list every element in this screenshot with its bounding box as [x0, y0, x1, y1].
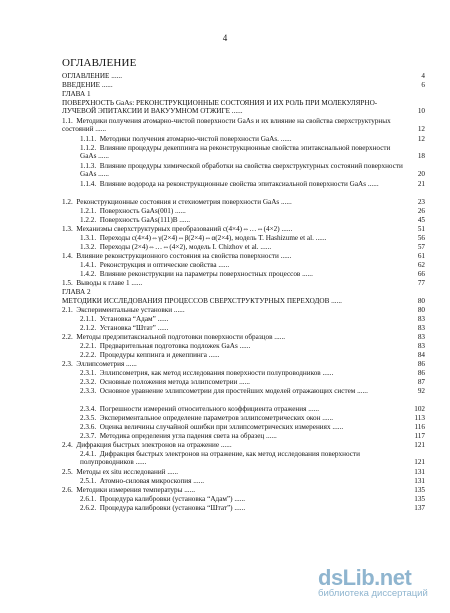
toc-entry-page: 18: [417, 152, 425, 161]
toc-entry-page: 45: [417, 216, 425, 224]
toc-entry-page: 23: [417, 198, 425, 206]
toc-entry-text: 1.2. Реконструкционные состояния и стехиометрия поверхности GaAs ......: [62, 198, 292, 206]
toc-entry-text: 2.6.1. Процедура калибровки (установка “Адам”) ......: [80, 495, 246, 503]
toc-entry-text: ОГЛАВЛЕНИЕ ......: [62, 72, 123, 80]
toc-entry-text: 2.1.1. Установка “Адам” ......: [80, 315, 169, 323]
toc-entry: [80, 450, 425, 466]
toc-entry: [80, 495, 425, 503]
toc-entry: [80, 216, 425, 224]
toc-entry: [62, 333, 425, 341]
toc-entry-page: 66: [417, 270, 425, 278]
toc-entry-text: 1.4. Влияние реконструкционного состояния на свойства поверхности ......: [62, 252, 292, 260]
toc-entry-text: 2.2. Методы предэпитаксиальной подготовки поверхности образцов ......: [62, 333, 286, 341]
toc-entry-text: 1.1. Методики получения атомарно-чистой поверхности GaAs и их влияние на свойства сверхструктурных состояний ......: [62, 117, 391, 134]
toc-entry-page: 80: [417, 306, 425, 314]
toc-entry: [80, 342, 425, 350]
toc-entry-text: 2.1.2. Установка “Штат” ......: [80, 324, 169, 332]
toc-entry-text: 1.2.2. Поверхность GaAs(111)B ......: [80, 216, 191, 224]
toc-entry-page: 102: [414, 405, 425, 413]
toc-entry-text: 1.2.1. Поверхность GaAs(001) ......: [80, 207, 186, 215]
toc-entry-text: 2.3.4. Погрешности измерений относительного коэффициента отражения ......: [80, 405, 320, 413]
toc-entry: [80, 180, 425, 188]
toc-entry-page: 135: [414, 486, 425, 494]
toc-entry-page: 83: [417, 342, 425, 350]
toc-entry-text: 2.2.1. Предварительная подготовка подложек GaAs ......: [80, 342, 251, 350]
toc-entry: [62, 441, 425, 449]
toc-entry: [80, 243, 425, 251]
toc-entry-text: 2.5. Методы ex situ исследований ......: [62, 468, 179, 476]
toc-entry: [80, 315, 425, 323]
toc-entry-text: 2.1. Экспериментальные установки ......: [62, 306, 185, 314]
toc-entry: [80, 144, 425, 160]
toc-entry: [62, 279, 425, 287]
toc-entry: [80, 135, 425, 143]
toc-entry-text: 2.3.1. Эллипсометрия, как метод исследования поверхности полупроводников ......: [80, 369, 334, 377]
toc-entry: [80, 414, 425, 422]
watermark-logo-text: dsLib.net: [318, 565, 412, 590]
toc-entry: [62, 288, 425, 296]
toc-entry-text: 2.4. Дифракция быстрых электронов на отражение ......: [62, 441, 232, 449]
toc-entry: [80, 504, 425, 512]
toc-entry: [62, 72, 425, 80]
toc-entry-page: 12: [417, 135, 425, 143]
toc-entry-page: 77: [417, 279, 425, 287]
toc-entry: [80, 432, 425, 440]
toc-entry: [62, 306, 425, 314]
toc-entry-page: 12: [417, 125, 425, 134]
toc-entry-page: 57: [417, 243, 425, 251]
toc-entry-page: 6: [421, 81, 425, 89]
toc-entry-page: 83: [417, 315, 425, 323]
toc-entry-text: 2.6. Методики измерения температуры ......: [62, 486, 195, 494]
toc-entry-page: 87: [417, 378, 425, 386]
toc-entry-text: 2.5.1. Атомно-силовая микроскопия ......: [80, 477, 205, 485]
toc-entry: [80, 162, 425, 178]
toc-entry-page: 86: [417, 360, 425, 368]
toc-entry-text: 1.4.1. Реконструкция и оптические свойства ......: [80, 261, 230, 269]
toc-entry: [62, 486, 425, 494]
toc-entry: [80, 261, 425, 269]
toc-entry-page: 83: [417, 333, 425, 341]
toc-entry-page: 62: [417, 261, 425, 269]
toc-entry-page: 116: [414, 423, 425, 431]
toc-entry: [62, 468, 425, 476]
toc-entry-text: 1.1.3. Влияние процедуры химической обработки на свойства сверхструктурных состояний поверхности GaAs ......: [80, 162, 403, 179]
toc-entry: [80, 369, 425, 377]
toc-entry-page: 131: [414, 468, 425, 476]
toc-entry: [62, 360, 425, 368]
toc-entry: [80, 270, 425, 278]
toc-entry-page: 113: [414, 414, 425, 422]
toc-entry-text: МЕТОДИКИ ИССЛЕДОВАНИЯ ПРОЦЕССОВ СВЕРХСТРУКТУРНЫХ ПЕРЕХОДОВ ......: [62, 297, 342, 305]
toc-entry-text: 1.1.2. Влияние процедуры декеппинга на реконструкционные свойства эпитаксиальной поверхности GaAs ......: [80, 144, 391, 161]
toc-entry-text: 2.3.2. Основные положения метода эллипсометрии ......: [80, 378, 250, 386]
toc-entry: [62, 198, 425, 206]
toc-entry-text: 2.3.5. Экспериментальное определение параметров эллипсометрических окон ......: [80, 414, 334, 422]
toc-entry: [80, 387, 425, 395]
toc-entry: [62, 225, 425, 233]
toc-heading: ОГЛАВЛЕНИЕ: [62, 57, 137, 69]
toc-entry-page: 10: [417, 107, 425, 116]
toc-entry-text: ГЛАВА 2: [62, 288, 91, 296]
toc-entry-page: 20: [417, 170, 425, 179]
toc-entry-text: ГЛАВА 1: [62, 90, 91, 98]
toc-entry-page: 61: [417, 252, 425, 260]
toc-entry: [62, 99, 425, 115]
toc-entry-page: 135: [414, 495, 425, 503]
watermark-subtitle: библиотека диссертаций: [318, 588, 428, 599]
toc-entry-text: 2.6.2. Процедура калибровки (установка “Штат”) ......: [80, 504, 246, 512]
toc-entry: [62, 117, 425, 133]
toc-entry-page: 51: [417, 225, 425, 233]
toc-entry-text: 2.3.3. Основное уравнение эллипсометрии для простейших моделей отражающих систем ......: [80, 387, 368, 395]
toc-entry-text: 1.3.1. Переходы c(4×4)⇔γ(2×4)⇔β(2×4)⇔α(2×4), модель T. Hashizume et al. ......: [80, 234, 327, 242]
toc-entry: [80, 423, 425, 431]
toc-entry-page: 56: [417, 234, 425, 242]
toc-entry: [80, 378, 425, 386]
toc-entry-text: 1.5. Выводы к главе 1 ......: [62, 279, 143, 287]
toc-entry-page: 21: [417, 180, 425, 188]
toc-entry-page: 4: [421, 72, 425, 80]
toc-entry-page: 121: [414, 458, 425, 467]
toc-entry-page: 92: [417, 387, 425, 395]
toc-entry: [80, 207, 425, 215]
toc-entry-page: 121: [414, 441, 425, 449]
toc-entry-page: 117: [414, 432, 425, 440]
toc-entry-page: 26: [417, 207, 425, 215]
toc-entry-text: 2.2.2. Процедуры кеппинга и декеппинга ......: [80, 351, 220, 359]
toc-entry-text: 1.3.2. Переходы (2×4)⇔…⇔(4×2), модель I. Chizhov et al. ......: [80, 243, 272, 251]
toc-entry-text: 1.3. Механизмы сверхструктурных преобразований c(4×4)⇔…⇔(4×2) ......: [62, 225, 293, 233]
toc-entry-text: 2.4.1. Дифракция быстрых электронов на отражение, как метод исследования поверхности полупроводников ......: [80, 450, 360, 467]
toc-entry-page: 83: [417, 324, 425, 332]
toc-entry: [80, 405, 425, 413]
toc-entry-page: 86: [417, 369, 425, 377]
toc-entry-page: 137: [414, 504, 425, 512]
toc-entry-text: 1.4.2. Влияние реконструкции на параметры поверхностных процессов ......: [80, 270, 313, 278]
toc-entry: [62, 90, 425, 98]
toc-entry-text: 1.1.4. Влияние водорода на реконструкционные свойства эпитаксиальной поверхности GaAs ......: [80, 180, 379, 188]
toc-entry: [80, 234, 425, 242]
toc-entry: [62, 252, 425, 260]
toc-entry-text: 2.3.7. Методика определения угла падения света на образец ......: [80, 432, 277, 440]
toc-entry: [80, 477, 425, 485]
toc-entry-page: 80: [417, 297, 425, 305]
toc-entry-text: ВВЕДЕНИЕ ......: [62, 81, 113, 89]
toc-entry: [62, 81, 425, 89]
toc-entry-text: ПОВЕРХНОСТЬ GaAs: РЕКОНСТРУКЦИОННЫЕ СОСТОЯНИЯ И ИХ РОЛЬ ПРИ МОЛЕКУЛЯРНО-ЛУЧЕВОЙ ЭПИТАКСИИ И ВАКУУМНОМ ОТЖИГЕ ......: [62, 99, 378, 116]
toc-entry-text: 2.3. Эллипсометрия ......: [62, 360, 137, 368]
page-number: 4: [222, 33, 228, 43]
toc-entry-text: 1.1.1. Методики получения атомарно-чистой поверхности GaAs. ......: [80, 135, 292, 143]
toc-entry-page: 84: [417, 351, 425, 359]
toc-entry: [80, 351, 425, 359]
toc-entry: [62, 297, 425, 305]
watermark-logo: [318, 565, 438, 605]
toc-entry-text: 2.3.6. Оценка величины случайной ошибки при эллипсометрических измерениях ......: [80, 423, 344, 431]
toc-entry: [80, 324, 425, 332]
toc-entry-page: 131: [414, 477, 425, 485]
